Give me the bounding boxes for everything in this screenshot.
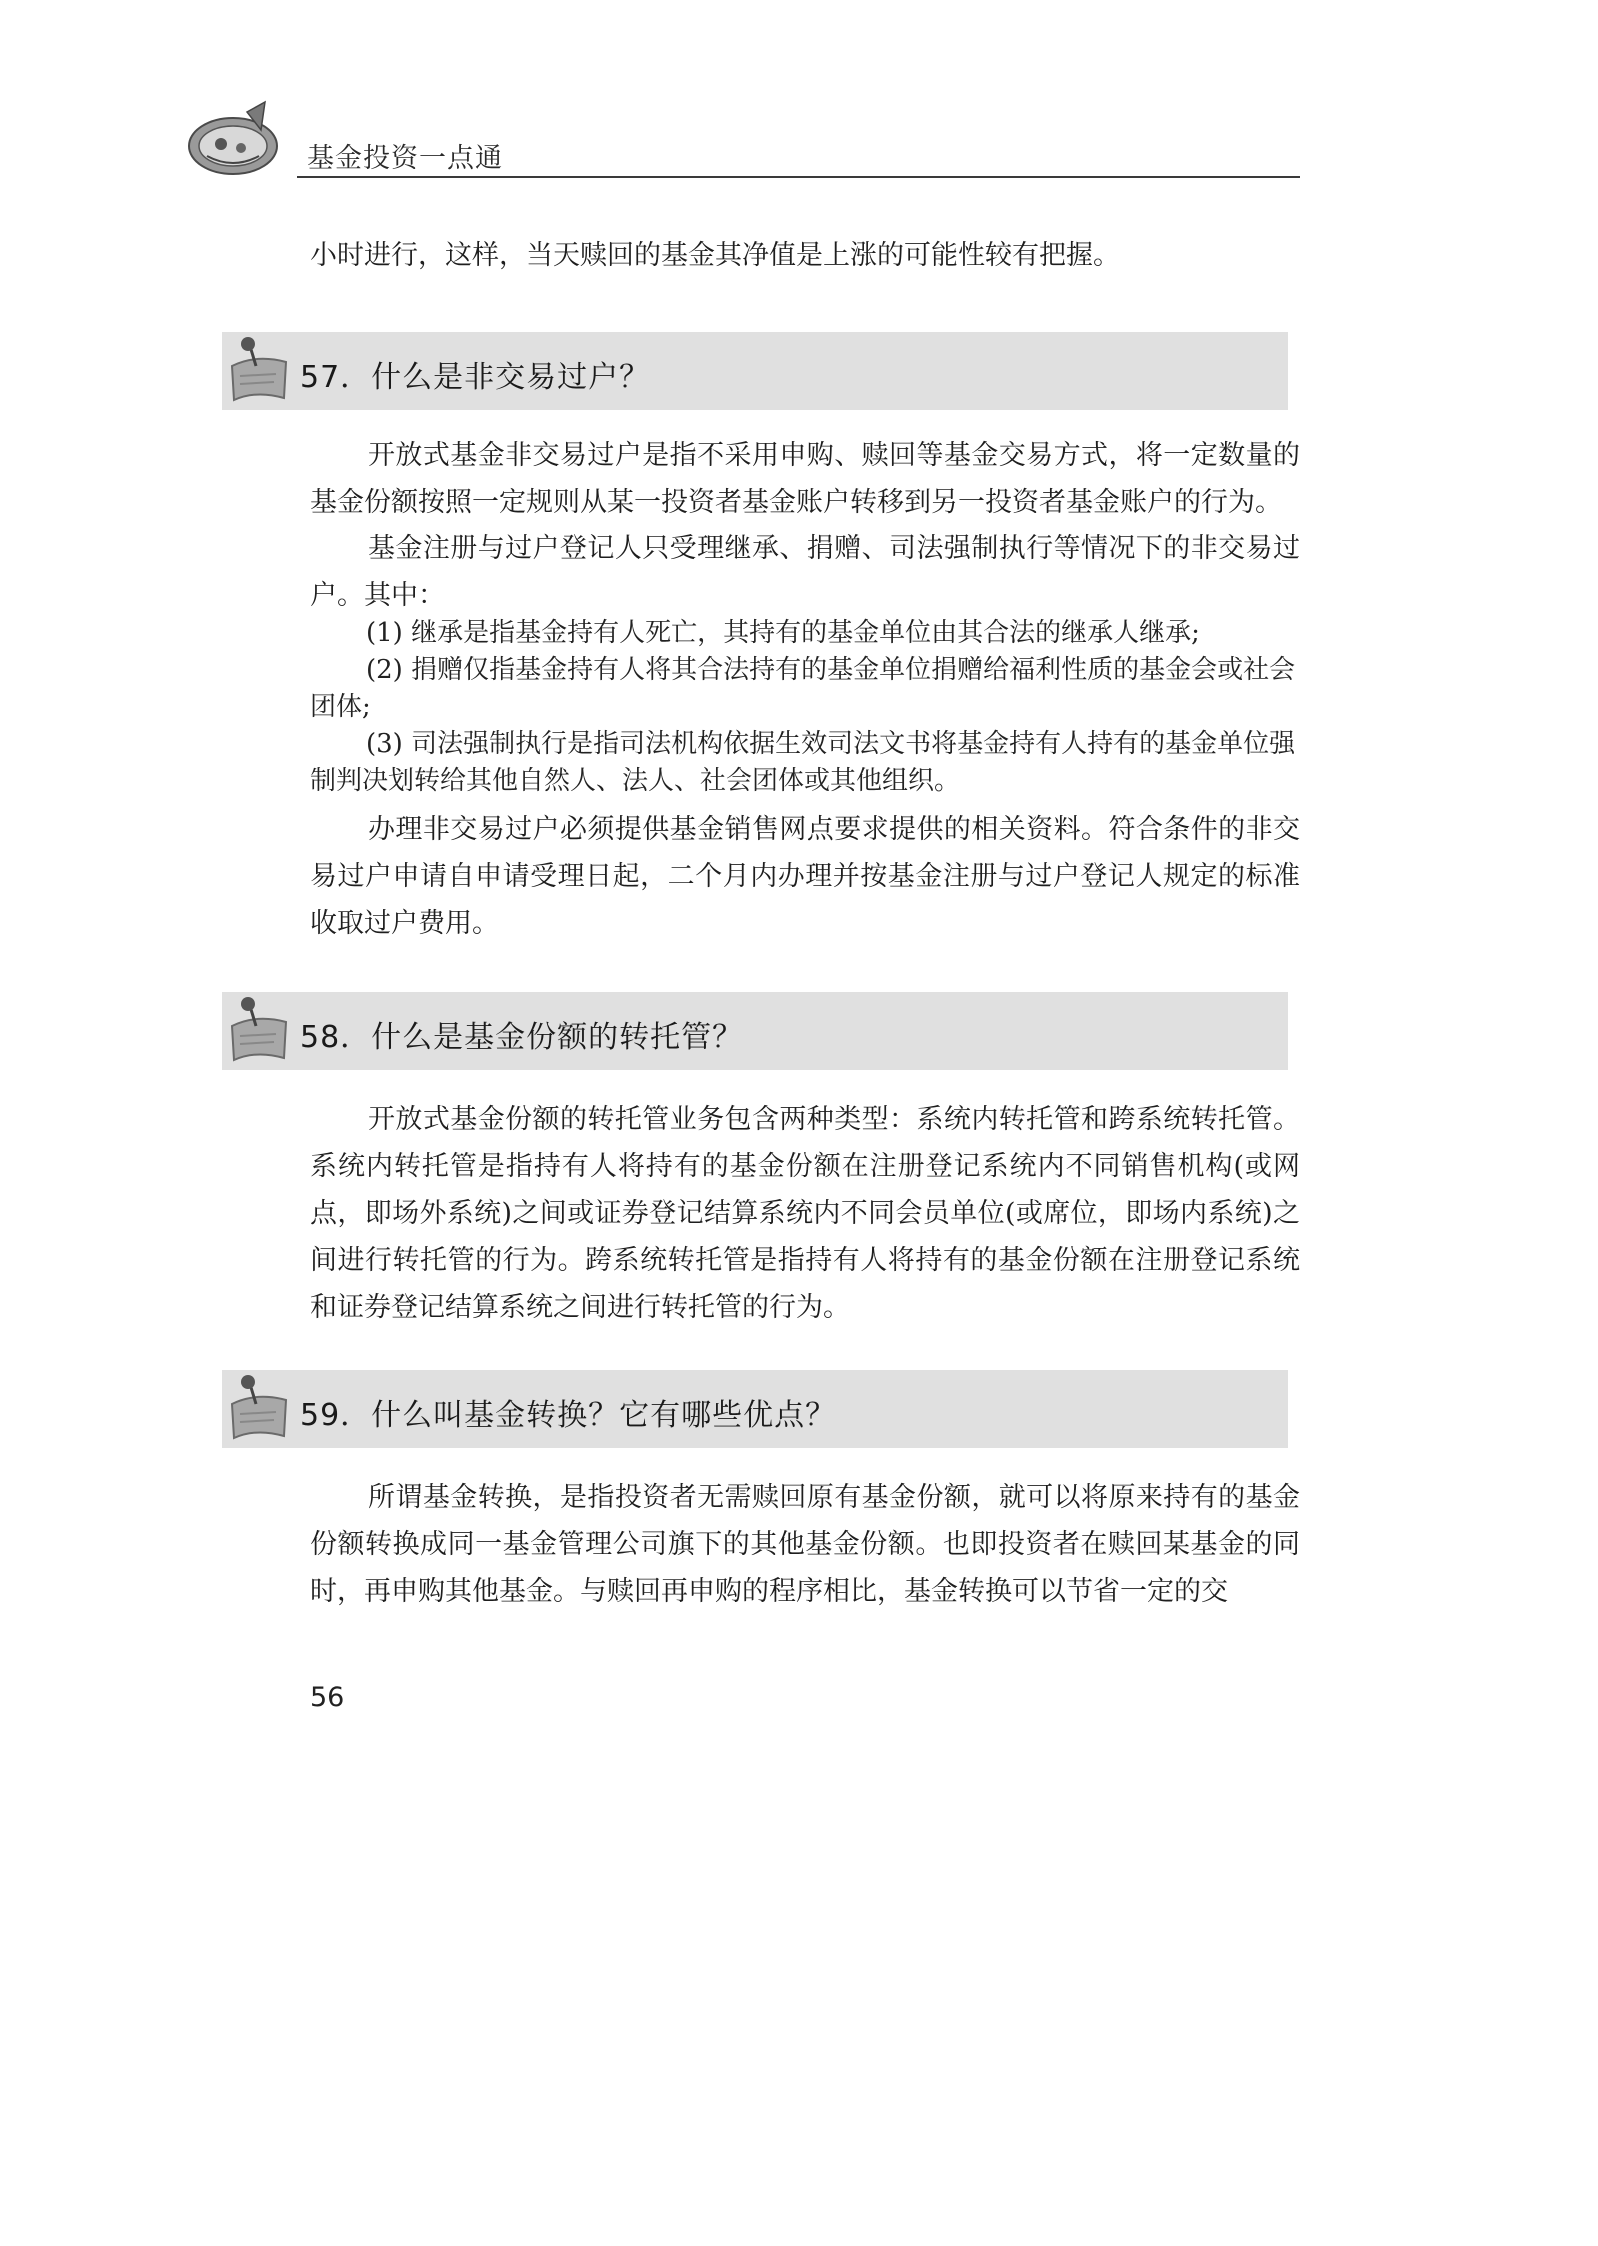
running-header (185, 100, 1300, 180)
list-item: (3) 司法强制执行是指司法机构依据生效司法文书将基金持有人持有的基金单位强制判决划转给其他自然人、法人、社会团体或其他组织。 (310, 729, 1296, 796)
question-heading-58 (222, 992, 1288, 1070)
paragraph: 开放式基金非交易过户是指不采用申购、赎回等基金交易方式，将一定数量的基金份额按照一定规则从某一投资者基金账户转移到另一投资者基金账户的行为。 (310, 440, 1300, 518)
pushpin-note-icon (226, 1374, 292, 1444)
paragraph: 办理非交易过户必须提供基金销售网点要求提供的相关资料。符合条件的非交易过户申请自申请受理日起，二个月内办理并按基金注册与过户登记人规定的标准收取过户费用。 (310, 814, 1300, 939)
question-title: 57．什么是非交易过户？ (300, 360, 651, 395)
list-item: (1) 继承是指基金持有人死亡，其持有的基金单位由其合法的继承人继承; (366, 618, 1200, 648)
question-heading-59 (222, 1370, 1288, 1448)
paragraph: 基金注册与过户登记人只受理继承、捐赠、司法强制执行等情况下的非交易过户。其中： (310, 533, 1300, 611)
question-heading-57 (222, 332, 1288, 410)
pushpin-note-icon (226, 996, 292, 1066)
question-title: 59．什么叫基金转换？它有哪些优点？ (300, 1398, 837, 1433)
paragraph: 开放式基金份额的转托管业务包含两种类型：系统内转托管和跨系统转托管。系统内转托管是指持有人将持有的基金份额在注册登记系统内不同销售机构(或网点，即场外系统)之间或证券登记结算系统内不同会员单位(或席位，即场内系统)之间进行转托管的行为。跨系统转托管是指持有人将持有的基金份额在注册登记系统和证券登记结算系统之间进行转托管的行为。 (310, 1104, 1300, 1323)
header-rule (297, 176, 1300, 178)
page-number: 56 (310, 1682, 345, 1713)
question-title: 58．什么是基金份额的转托管？ (300, 1020, 744, 1055)
badge-logo-icon (185, 100, 285, 180)
list-item: (2) 捐赠仅指基金持有人将其合法持有的基金单位捐赠给福利性质的基金会或社会团体; (310, 655, 1296, 722)
paragraph: 所谓基金转换，是指投资者无需赎回原有基金份额，就可以将原来持有的基金份额转换成同一基金管理公司旗下的其他基金份额。也即投资者在赎回某基金的同时，再申购其他基金。与赎回再申购的程序相比，基金转换可以节省一定的交 (310, 1482, 1300, 1607)
pushpin-note-icon (226, 336, 292, 406)
intro-paragraph: 小时进行，这样，当天赎回的基金其净值是上涨的可能性较有把握。 (310, 240, 1120, 271)
running-header-title: 基金投资一点通 (307, 143, 503, 174)
